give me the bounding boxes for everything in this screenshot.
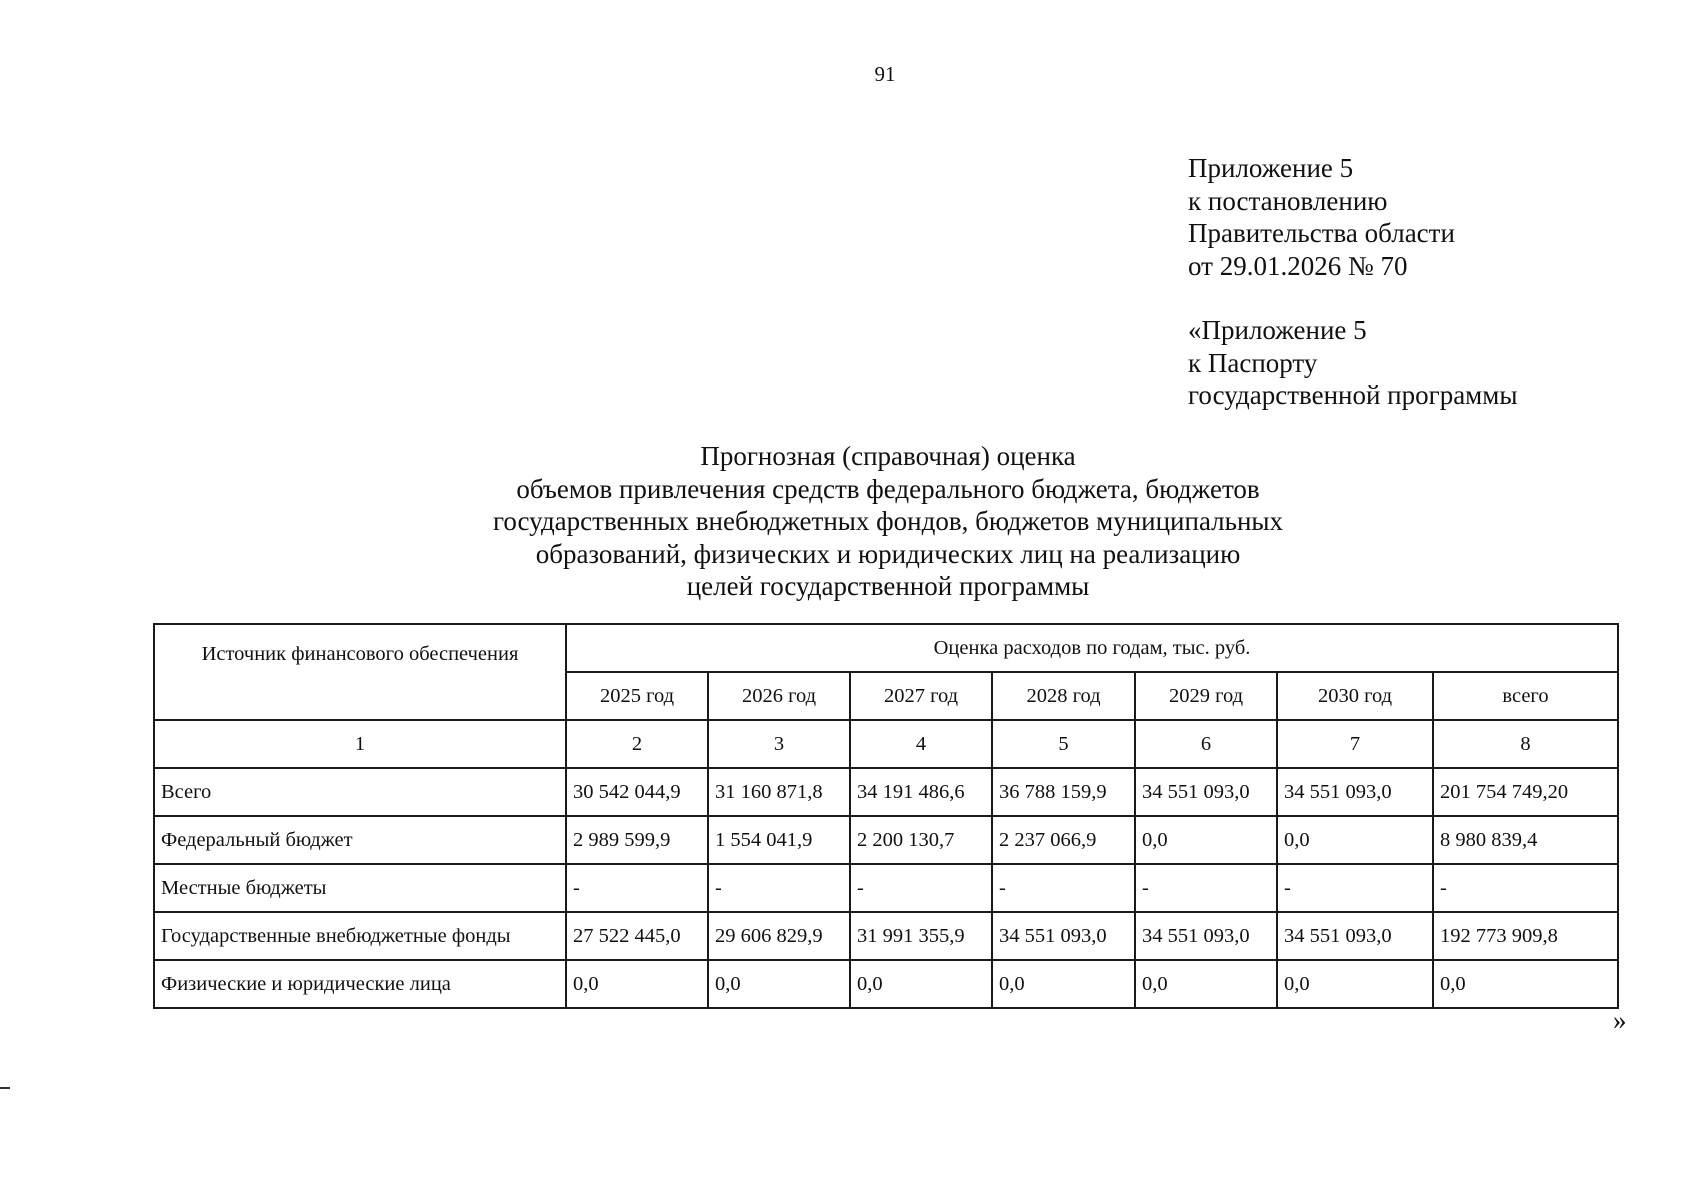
- table-cell: -: [1433, 864, 1618, 912]
- funding-estimate-table: [153, 623, 1619, 1009]
- table-cell: -: [1277, 864, 1433, 912]
- table-cell: -: [850, 864, 992, 912]
- closing-quote: »: [1613, 1005, 1627, 1035]
- title-line: целей государственной программы: [686, 571, 1090, 601]
- year-header: 2029 год: [1135, 672, 1277, 720]
- scan-edge-mark: [0, 1087, 10, 1089]
- table-cell: -: [1135, 864, 1277, 912]
- table-cell: 0,0: [850, 960, 992, 1008]
- table-row: [154, 912, 1618, 960]
- year-header: 2025 год: [566, 672, 708, 720]
- table-cell: 31 991 355,9: [850, 912, 992, 960]
- table-cell: 34 551 093,0: [1277, 912, 1433, 960]
- table-cell: 31 160 871,8: [708, 768, 850, 816]
- table-row: [154, 960, 1618, 1008]
- table-cell: 34 551 093,0: [1135, 912, 1277, 960]
- table-cell: 0,0: [992, 960, 1135, 1008]
- year-header: 2026 год: [708, 672, 850, 720]
- table-cell: 0,0: [1277, 816, 1433, 864]
- row-label: Всего: [154, 768, 566, 816]
- table-cell: 2 989 599,9: [566, 816, 708, 864]
- table-cell: 29 606 829,9: [708, 912, 850, 960]
- table-cell: 27 522 445,0: [566, 912, 708, 960]
- table-cell: 201 754 749,20: [1433, 768, 1618, 816]
- table-cell: 2 200 130,7: [850, 816, 992, 864]
- appendix-line: от 29.01.2026 № 70: [1188, 250, 1408, 281]
- table-cell: 0,0: [1433, 960, 1618, 1008]
- table-cell: 2 237 066,9: [992, 816, 1135, 864]
- table-cell: 0,0: [566, 960, 708, 1008]
- table-cell: 0,0: [1277, 960, 1433, 1008]
- title-line: образований, физических и юридических лиц на реализацию: [535, 538, 1241, 569]
- column-number: 4: [850, 720, 992, 768]
- appendix-line: «Приложение 5: [1188, 315, 1367, 345]
- year-header: 2027 год: [850, 672, 992, 720]
- table-cell: 0,0: [708, 960, 850, 1008]
- table-row: [154, 768, 1618, 816]
- row-label: Государственные внебюджетные фонды: [154, 912, 566, 960]
- appendix-line: государственной программы: [1188, 380, 1518, 410]
- passport-appendix-block: [1188, 314, 1518, 412]
- table-cell: 34 551 093,0: [1277, 768, 1433, 816]
- table-cell: 30 542 044,9: [566, 768, 708, 816]
- appendix-line: к постановлению: [1188, 185, 1388, 216]
- table-row: [154, 864, 1618, 912]
- table-cell: 34 551 093,0: [992, 912, 1135, 960]
- table-cell: 1 554 041,9: [708, 816, 850, 864]
- table-cell: 34 191 486,6: [850, 768, 992, 816]
- appendix-line: к Паспорту: [1188, 347, 1318, 378]
- appendix-line: Правительства области: [1188, 218, 1455, 248]
- year-header: 2030 год: [1277, 672, 1433, 720]
- table-cell: 0,0: [1135, 816, 1277, 864]
- table-cell: 36 788 159,9: [992, 768, 1135, 816]
- title-line: государственных внебюджетных фондов, бюджетов муниципальных: [492, 506, 1284, 536]
- title-line: объемов привлечения средств федерального бюджета, бюджетов: [516, 473, 1260, 504]
- table-cell: 192 773 909,8: [1433, 912, 1618, 960]
- row-label: Физические и юридические лица: [154, 960, 566, 1008]
- column-number: 3: [708, 720, 850, 768]
- table-cell: 8 980 839,4: [1433, 816, 1618, 864]
- row-label: Местные бюджеты: [154, 864, 566, 912]
- table-cell: 0,0: [1135, 960, 1277, 1008]
- table-row: [154, 816, 1618, 864]
- title-line: Прогнозная (справочная) оценка: [700, 441, 1076, 471]
- total-header: всего: [1433, 672, 1618, 720]
- column-number: 5: [992, 720, 1135, 768]
- expenses-group-header: Оценка расходов по годам, тыс. руб.: [566, 624, 1618, 672]
- source-column-header: Источник финансового обеспечения: [154, 624, 566, 720]
- document-title: [0, 440, 1697, 603]
- table-cell: -: [708, 864, 850, 912]
- table-cell: -: [992, 864, 1135, 912]
- page-number: 91: [874, 62, 896, 86]
- table-cell: 34 551 093,0: [1135, 768, 1277, 816]
- appendix-reference-block: [1188, 152, 1455, 282]
- column-number: 1: [154, 720, 566, 768]
- column-number: 7: [1277, 720, 1433, 768]
- column-number: 6: [1135, 720, 1277, 768]
- appendix-line: Приложение 5: [1188, 153, 1354, 183]
- column-number: 2: [566, 720, 708, 768]
- year-header: 2028 год: [992, 672, 1135, 720]
- column-number: 8: [1433, 720, 1618, 768]
- row-label: Федеральный бюджет: [154, 816, 566, 864]
- table-cell: -: [566, 864, 708, 912]
